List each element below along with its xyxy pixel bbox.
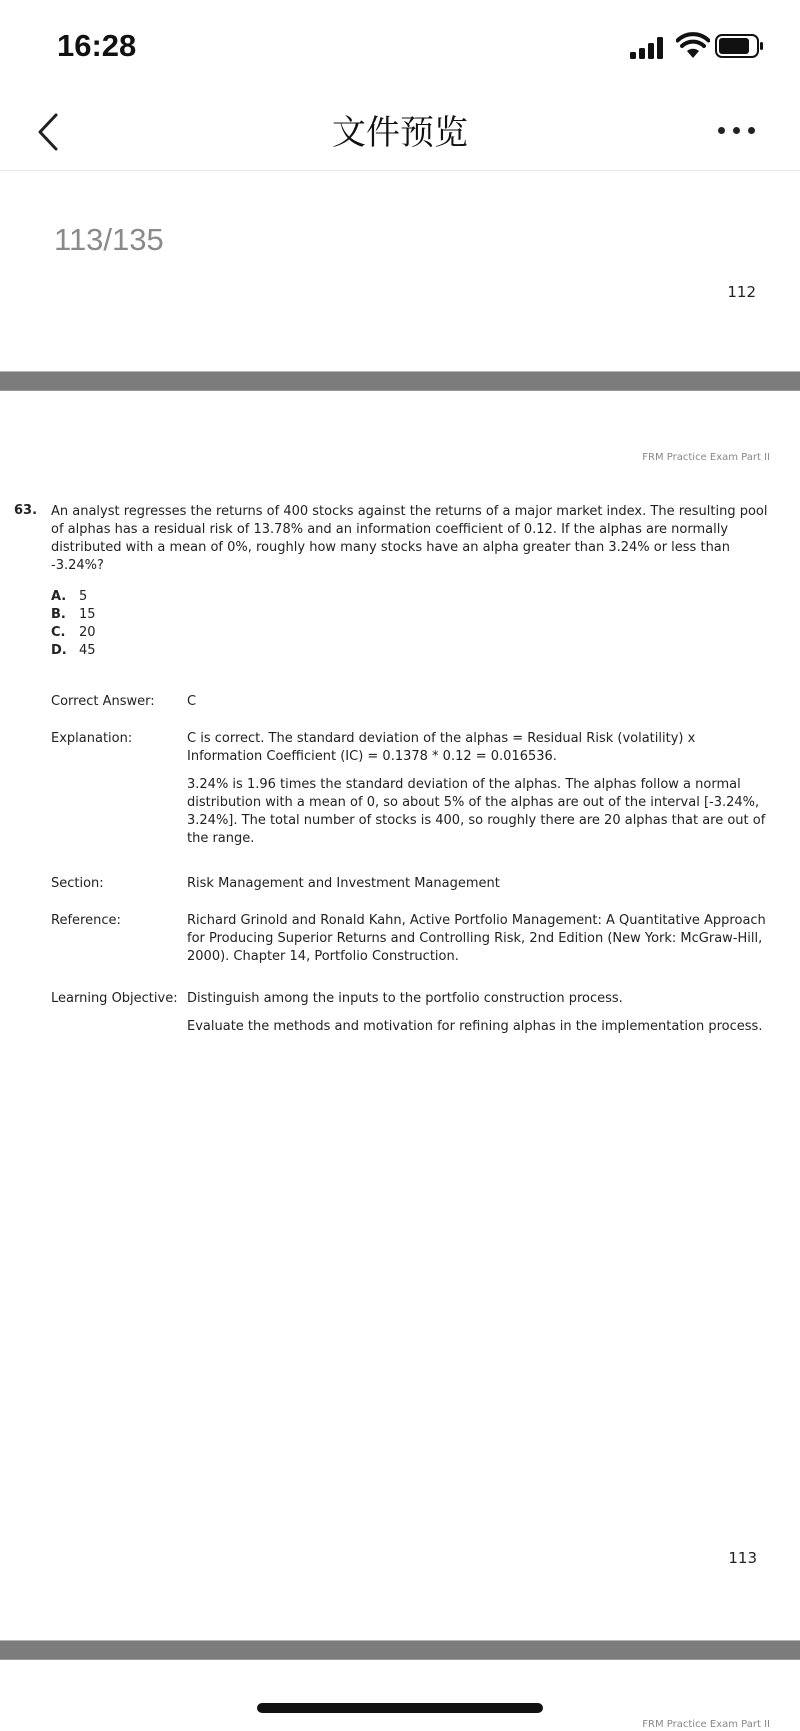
correct-answer-value: C xyxy=(187,694,197,709)
option-letter: C. xyxy=(51,625,66,640)
reference-value: Richard Grinold and Ronald Kahn, Active Portfolio Management: A Quantitative Approach for Producing Superior Returns and Controlling Risk, 2nd Edition (New York: McGraw-Hill, 2000). Chapter 14, Portfolio Construction. xyxy=(187,913,766,964)
explanation-paragraph: 3.24% is 1.96 times the standard deviation of the alphas. The alphas follow a normal distribution with a mean of 0, so about 5% of the alphas are out of the interval [-3.24%, 3.24%]. The total number of stocks is 400, so roughly there are 20 alphas that are out of the range. xyxy=(187,777,766,846)
nav-bar xyxy=(0,95,800,171)
option-c xyxy=(51,624,96,642)
reference-label: Reference: xyxy=(51,913,121,928)
question-text: An analyst regresses the returns of 400 stocks against the returns of a major market index. The resulting pool of alphas has a residual risk of 13.78% and an information coefficient of 0.12. If the alphas are normally distributed with a mean of 0%, roughly how many stocks have an alpha greater than 3.24% or less than -3.24%? xyxy=(51,504,768,573)
battery-icon xyxy=(715,34,765,58)
home-indicator[interactable] xyxy=(257,1703,543,1713)
wifi-icon xyxy=(676,32,710,60)
option-letter: A. xyxy=(51,589,67,604)
option-d xyxy=(51,642,96,660)
page-number: 113 xyxy=(728,1549,757,1567)
option-value: 20 xyxy=(79,625,96,640)
page-separator xyxy=(0,1640,800,1660)
page-number: 112 xyxy=(727,283,756,301)
cellular-signal-icon xyxy=(630,37,666,59)
status-bar xyxy=(0,0,800,95)
explanation-label: Explanation: xyxy=(51,731,133,746)
running-header: FRM Practice Exam Part II xyxy=(642,452,770,463)
option-value: 5 xyxy=(79,589,88,604)
option-b xyxy=(51,606,96,624)
option-a xyxy=(51,588,96,606)
nav-title: 文件预览 xyxy=(332,113,468,153)
option-letter: D. xyxy=(51,643,67,658)
answer-options xyxy=(51,588,96,660)
explanation-text xyxy=(187,730,767,858)
option-value: 15 xyxy=(79,607,96,622)
section-value: Risk Management and Investment Management xyxy=(187,876,500,891)
status-time: 16:28 xyxy=(57,28,137,63)
learning-objective-label: Learning Objective: xyxy=(51,991,178,1006)
learning-objective-item: Evaluate the methods and motivation for refining alphas in the implementation process. xyxy=(187,1019,763,1034)
running-header: FRM Practice Exam Part II xyxy=(642,1719,770,1730)
option-letter: B. xyxy=(51,607,66,622)
more-options-icon[interactable] xyxy=(712,117,762,147)
question-number: 63. xyxy=(14,503,38,518)
correct-answer-label: Correct Answer: xyxy=(51,694,155,709)
option-value: 45 xyxy=(79,643,96,658)
page-indicator: 113/135 xyxy=(54,222,164,257)
section-label: Section: xyxy=(51,876,104,891)
page-separator xyxy=(0,371,800,391)
learning-objective-item: Distinguish among the inputs to the portfolio construction process. xyxy=(187,991,623,1006)
explanation-paragraph: C is correct. The standard deviation of the alphas = Residual Risk (volatility) x Information Coefficient (IC) = 0.1378 * 0.12 = 0.016536. xyxy=(187,731,696,764)
learning-objective-values xyxy=(187,990,767,1046)
